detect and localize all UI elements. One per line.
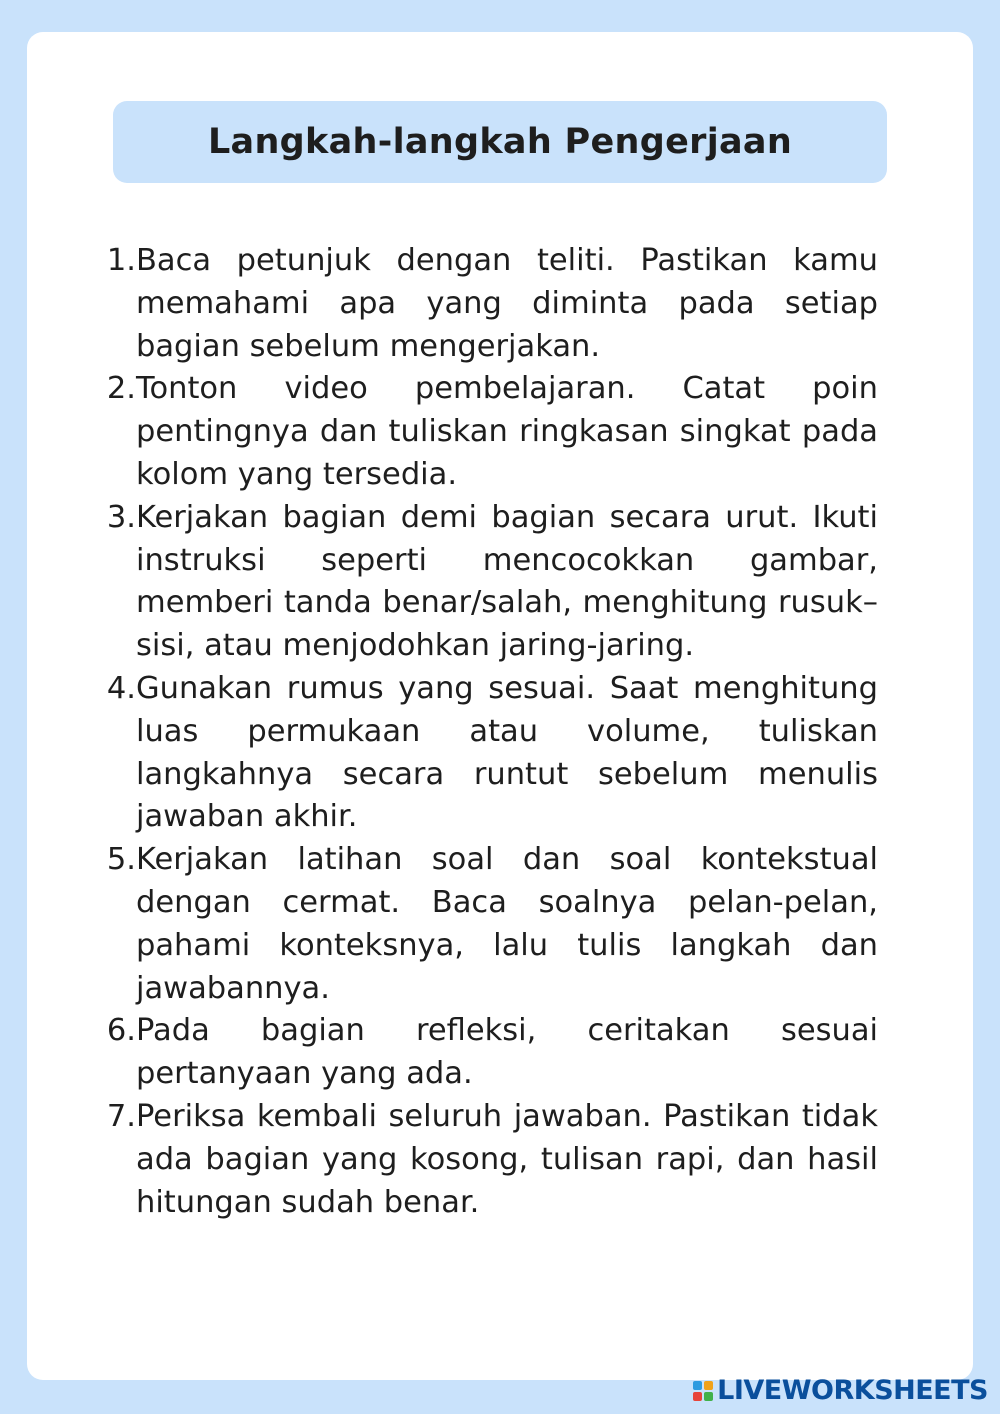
logo-square-blue [693,1381,702,1390]
liveworksheets-logo[interactable] [693,1375,988,1406]
brand-name: LIVEWORKSHEETS [717,1375,988,1406]
step-number: 3. [106,499,136,535]
step-text: Baca petunjuk dengan teliti. Pastikan kamu memahami apa yang diminta pada setiap bagian sebelum mengerjakan. [136,243,878,364]
step-text: Pada bagian refleksi, ceritakan sesuai pertanyaan yang ada. [136,1013,878,1092]
step-text: Kerjakan latihan soal dan soal kontekstual dengan cermat. Baca soalnya pelan-pelan, pahami konteksnya, lalu tulis langkah dan jawabannya. [136,842,878,1006]
step-number: 6. [106,1013,136,1049]
step-text: Gunakan rumus yang sesuai. Saat menghitung luas permukaan atau volume, tuliskan langkahnya secara runtut sebelum menulis jawaban akhir. [136,670,878,835]
liveworksheets-icon [693,1381,713,1401]
logo-square-orange [704,1381,713,1390]
step-number: 5. [106,842,136,878]
step-item-3 [102,497,878,668]
step-text: Tonton video pembelajaran. Catat poin pentingnya dan tuliskan ringkasan singkat pada kolom yang tersedia. [136,371,878,492]
step-item-4 [102,668,878,839]
step-item-2 [102,368,878,496]
step-number: 7. [106,1098,136,1134]
step-item-5 [102,839,878,1010]
step-number: 1. [106,243,136,278]
logo-square-red [693,1392,702,1401]
worksheet-page [27,32,973,1380]
steps-list [102,240,878,1224]
logo-square-green [704,1392,713,1401]
step-item-7 [102,1096,878,1224]
step-text: Kerjakan bagian demi bagian secara urut. Ikuti instruksi seperti mencocokkan gambar, memberi tanda benar/salah, menghitung rusuk–sisi, atau menjodohkan jaring-jaring. [136,499,878,664]
step-item-6 [102,1010,878,1096]
step-item-1 [102,240,878,368]
title-banner [113,101,887,183]
page-title: Langkah-langkah Pengerjaan [207,122,793,162]
step-number: 2. [106,371,136,407]
step-number: 4. [106,670,136,706]
step-text: Periksa kembali seluruh jawaban. Pastikan tidak ada bagian yang kosong, tulisan rapi, dan hasil hitungan sudah benar. [136,1098,878,1220]
